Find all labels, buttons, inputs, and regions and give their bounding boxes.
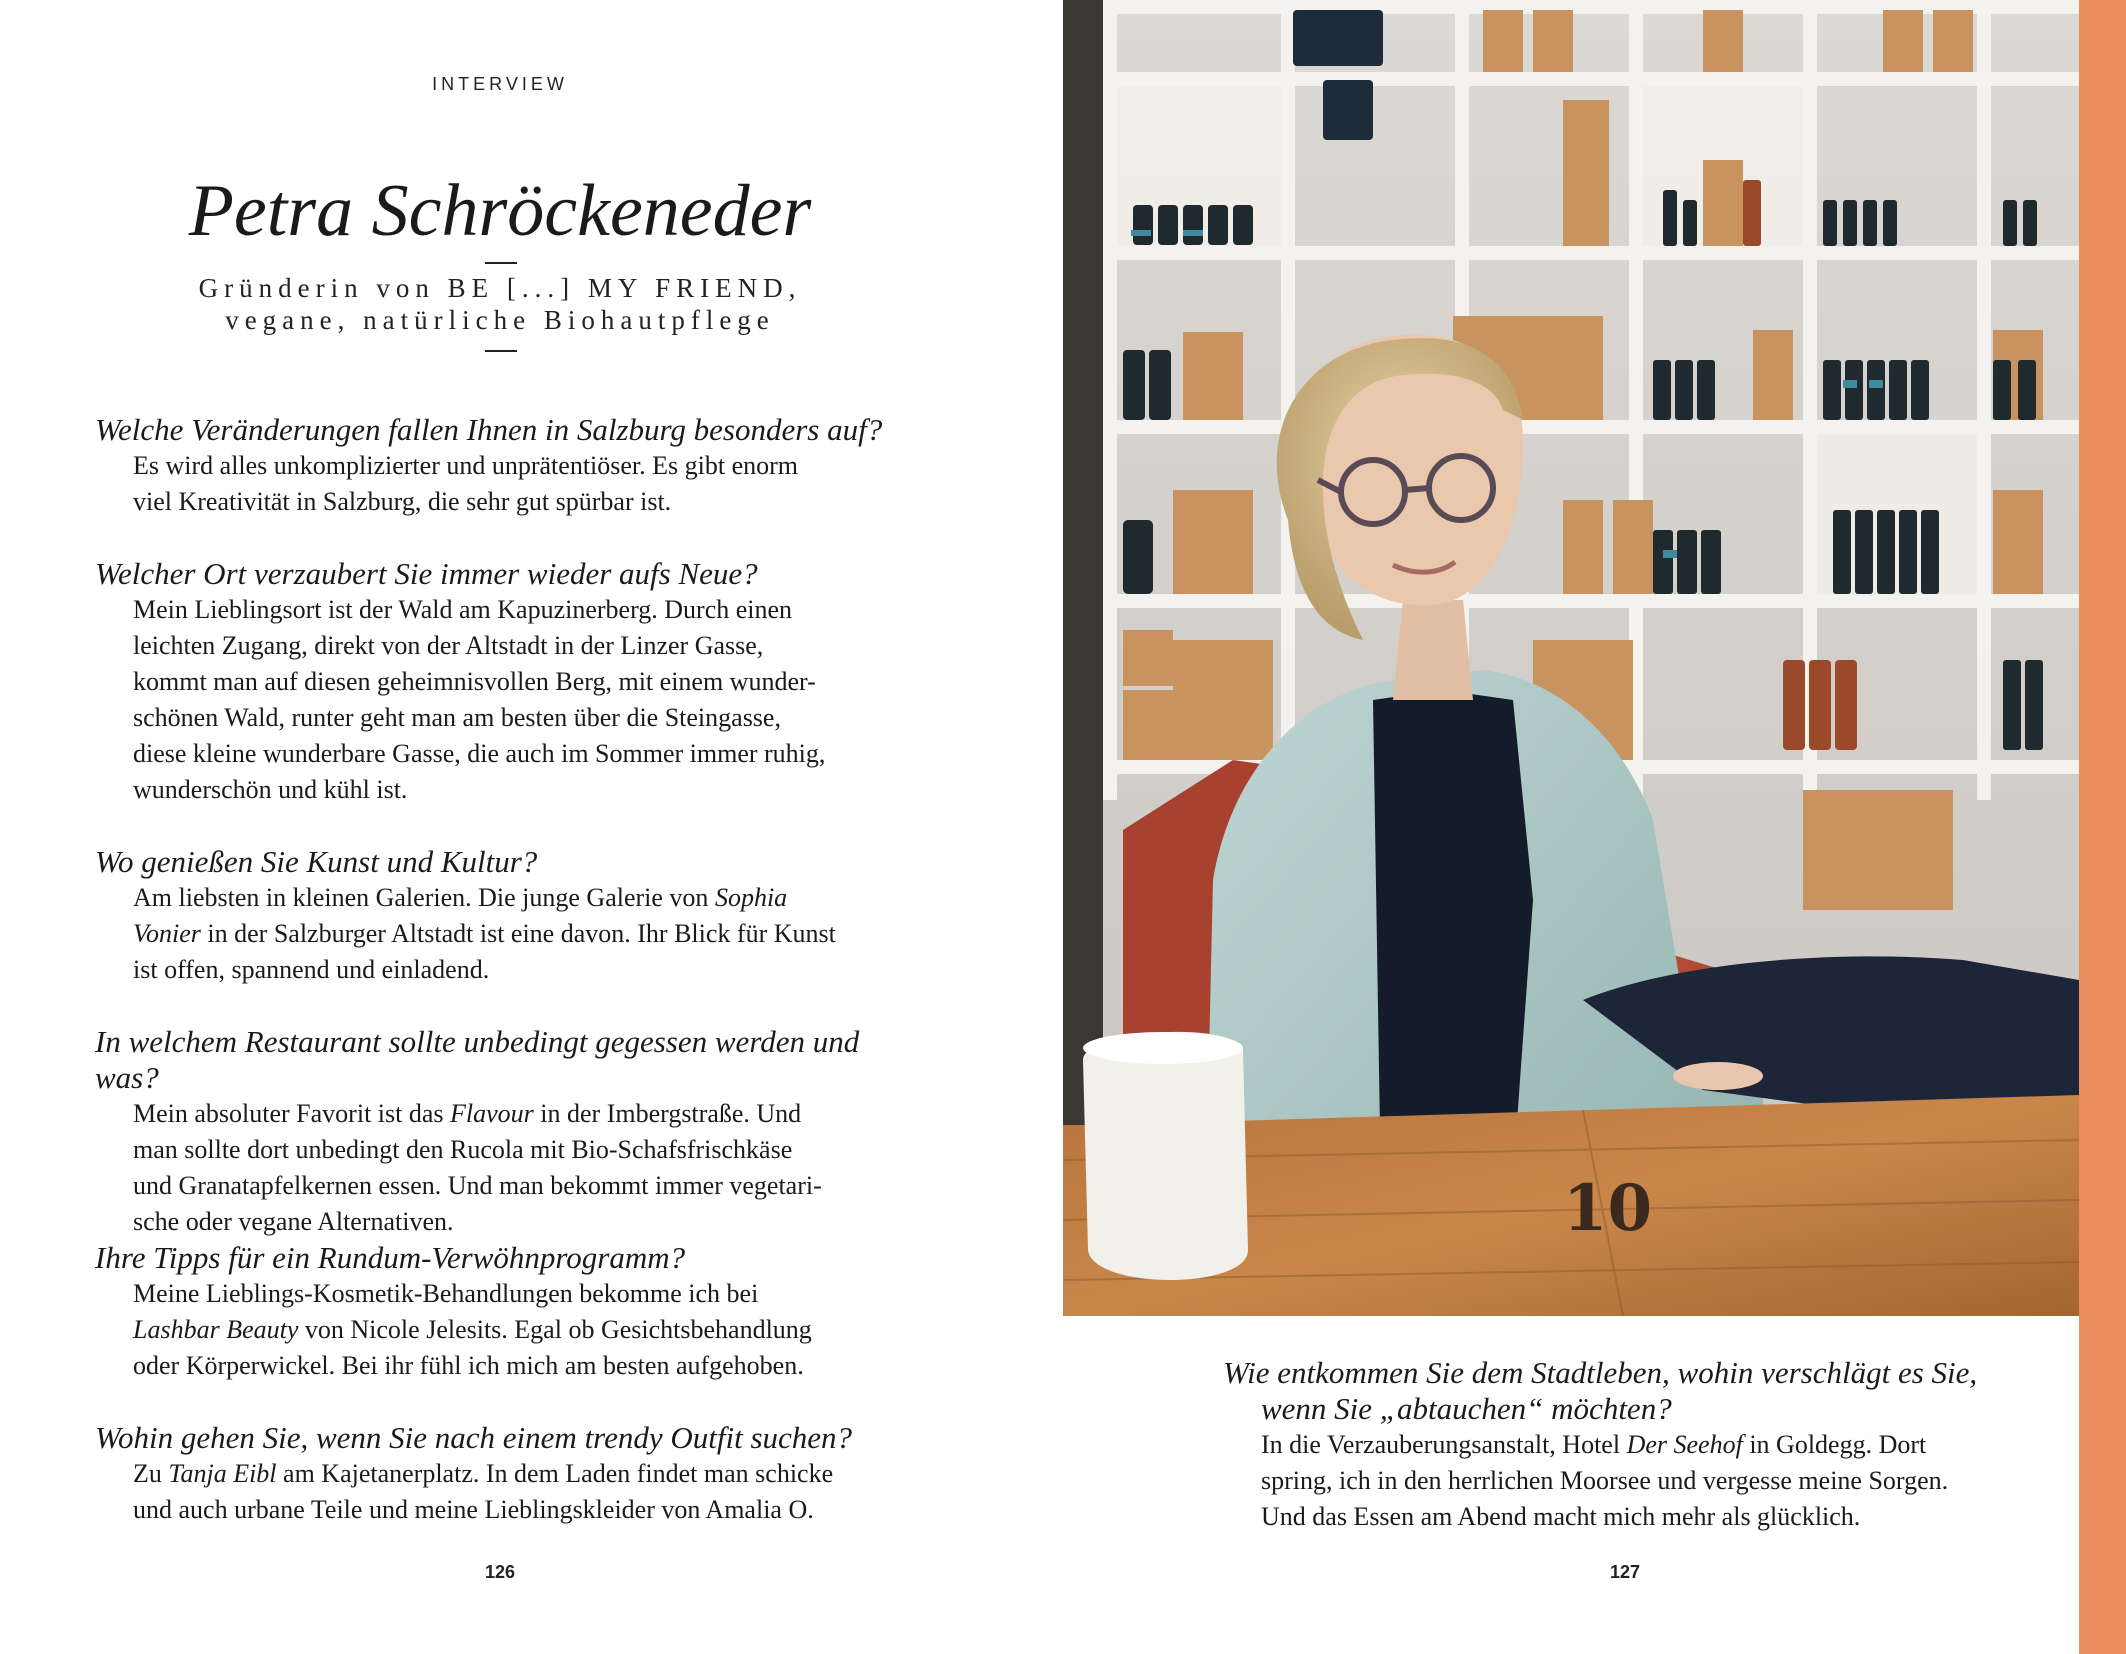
answer-line: oder Körperwickel. Bei ihr fühl ich mich am besten aufgehoben. <box>133 1351 804 1380</box>
answer-text: in der Imbergstraße. Und <box>533 1099 802 1128</box>
question: Ihre Tipps für ein Rundum-Verwöhnprogramm? <box>95 1240 686 1275</box>
answer-text: in Goldegg. Dort <box>1742 1430 1927 1459</box>
answer <box>133 1096 925 1240</box>
answer <box>133 1276 925 1384</box>
question: Welcher Ort verzaubert Sie immer wieder aufs Neue? <box>95 556 758 591</box>
qa-block <box>95 1420 925 1528</box>
answer <box>133 592 925 808</box>
answer-line: Und das Essen am Abend macht mich mehr als glücklich. <box>1261 1502 1861 1531</box>
answer-text: am Kajetanerplatz. In dem Laden findet man schicke <box>276 1459 834 1488</box>
answer-text: Am liebsten in kleinen Galerien. Die junge Galerie von <box>133 883 715 912</box>
answer-text: Mein absoluter Favorit ist das <box>133 1099 451 1128</box>
page-number: 127 <box>1609 1562 1641 1582</box>
answer-text: in der Salzburger Altstadt ist eine davon. Ihr Blick für Kunst <box>200 919 836 948</box>
answer-line: kommt man auf diesen geheimnisvollen Berg, mit einem wunder- <box>133 667 816 696</box>
qa-block <box>95 412 925 520</box>
answer-line: Es wird alles unkomplizierter und unprätentiöser. Es gibt enorm <box>133 451 799 480</box>
question-line: Wie entkommen Sie dem Stadtleben, wohin verschlägt es Sie, <box>1223 1355 1978 1390</box>
subtitle-line: vegane, natürliche Biohautpflege <box>225 305 775 335</box>
answer-line <box>133 916 925 952</box>
hotel-name: Der Seehof <box>1626 1430 1743 1459</box>
section-label: INTERVIEW <box>432 74 568 94</box>
divider-bottom <box>485 350 517 352</box>
question: Wo genießen Sie Kunst und Kultur? <box>95 844 538 879</box>
answer <box>1261 1427 2063 1535</box>
portrait-illustration <box>1063 0 2079 1316</box>
divider-top <box>485 262 517 264</box>
qa-block <box>95 844 925 988</box>
answer-line: ist offen, spannend und einladend. <box>133 955 490 984</box>
page-number: 126 <box>484 1562 516 1582</box>
answer-line: und auch urbane Teile und meine Lieblingskleider von Amalia O. <box>133 1495 814 1524</box>
question: Welche Veränderungen fallen Ihnen in Salzburg besonders auf? <box>95 412 883 447</box>
qa-block <box>1223 1355 2063 1535</box>
portrait-photo <box>1063 0 2079 1316</box>
table-number: 10 <box>1563 1171 1653 1246</box>
answer-line: man sollte dort unbedingt den Rucola mit Bio-Schafsfrischkäse <box>133 1135 793 1164</box>
question <box>1223 1355 2063 1427</box>
answer-line: und Granatapfelkernen essen. Und man bekommt immer vegetari- <box>133 1171 822 1200</box>
restaurant-name: Flavour <box>450 1099 534 1128</box>
answer-line <box>1261 1427 2063 1463</box>
answer-text: Zu <box>133 1459 169 1488</box>
interviewee-name: Petra Schröckeneder <box>188 170 812 252</box>
answer <box>133 880 925 988</box>
answer-line <box>133 880 925 916</box>
answer <box>133 1456 925 1528</box>
answer-text: von Nicole Jelesits. Egal ob Gesichtsbehandlung <box>298 1315 812 1344</box>
question-line: wenn Sie „abtauchen“ möchten? <box>1261 1391 1672 1426</box>
answer-line <box>133 1312 925 1348</box>
question: In welchem Restaurant sollte unbedingt gegessen werden und was? <box>95 1024 860 1095</box>
answer-text: In die Verzauberungsanstalt, Hotel <box>1261 1430 1627 1459</box>
answer-line: Meine Lieblings-Kosmetik-Behandlungen bekomme ich bei <box>133 1279 759 1308</box>
qa-block <box>95 1024 925 1240</box>
coffee-mug <box>1083 1032 1248 1280</box>
answer-line <box>133 1096 925 1132</box>
interviewee-subtitle <box>0 272 1000 336</box>
right-page <box>1063 0 2126 1654</box>
answer-line: Mein Lieblingsort ist der Wald am Kapuzinerberg. Durch einen <box>133 595 793 624</box>
answer-line <box>133 1456 925 1492</box>
qa-block <box>95 1240 925 1384</box>
answer-line: viel Kreativität in Salzburg, die sehr gut spürbar ist. <box>133 487 672 516</box>
subtitle-line: Gründerin von BE [...] MY FRIEND, <box>198 273 802 303</box>
answer-line: wunderschön und kühl ist. <box>133 775 408 804</box>
answer-line: spring, ich in den herrlichen Moorsee und vergesse meine Sorgen. <box>1261 1466 1949 1495</box>
shop-name: Tanja Eibl <box>168 1459 277 1488</box>
answer-line: sche oder vegane Alternativen. <box>133 1207 454 1236</box>
answer <box>133 448 925 520</box>
answer-line: leichten Zugang, direkt von der Altstadt in der Linzer Gasse, <box>133 631 764 660</box>
answer-line: diese kleine wunderbare Gasse, die auch im Sommer immer ruhig, <box>133 739 826 768</box>
gallery-name: Vonier <box>133 919 201 948</box>
gallery-name: Sophia <box>714 883 788 912</box>
qa-block <box>95 556 925 808</box>
accent-strip <box>2079 0 2126 1654</box>
salon-name: Lashbar Beauty <box>133 1315 299 1344</box>
question: Wohin gehen Sie, wenn Sie nach einem trendy Outfit suchen? <box>95 1420 853 1455</box>
answer-line: schönen Wald, runter geht man am besten über die Steingasse, <box>133 703 781 732</box>
